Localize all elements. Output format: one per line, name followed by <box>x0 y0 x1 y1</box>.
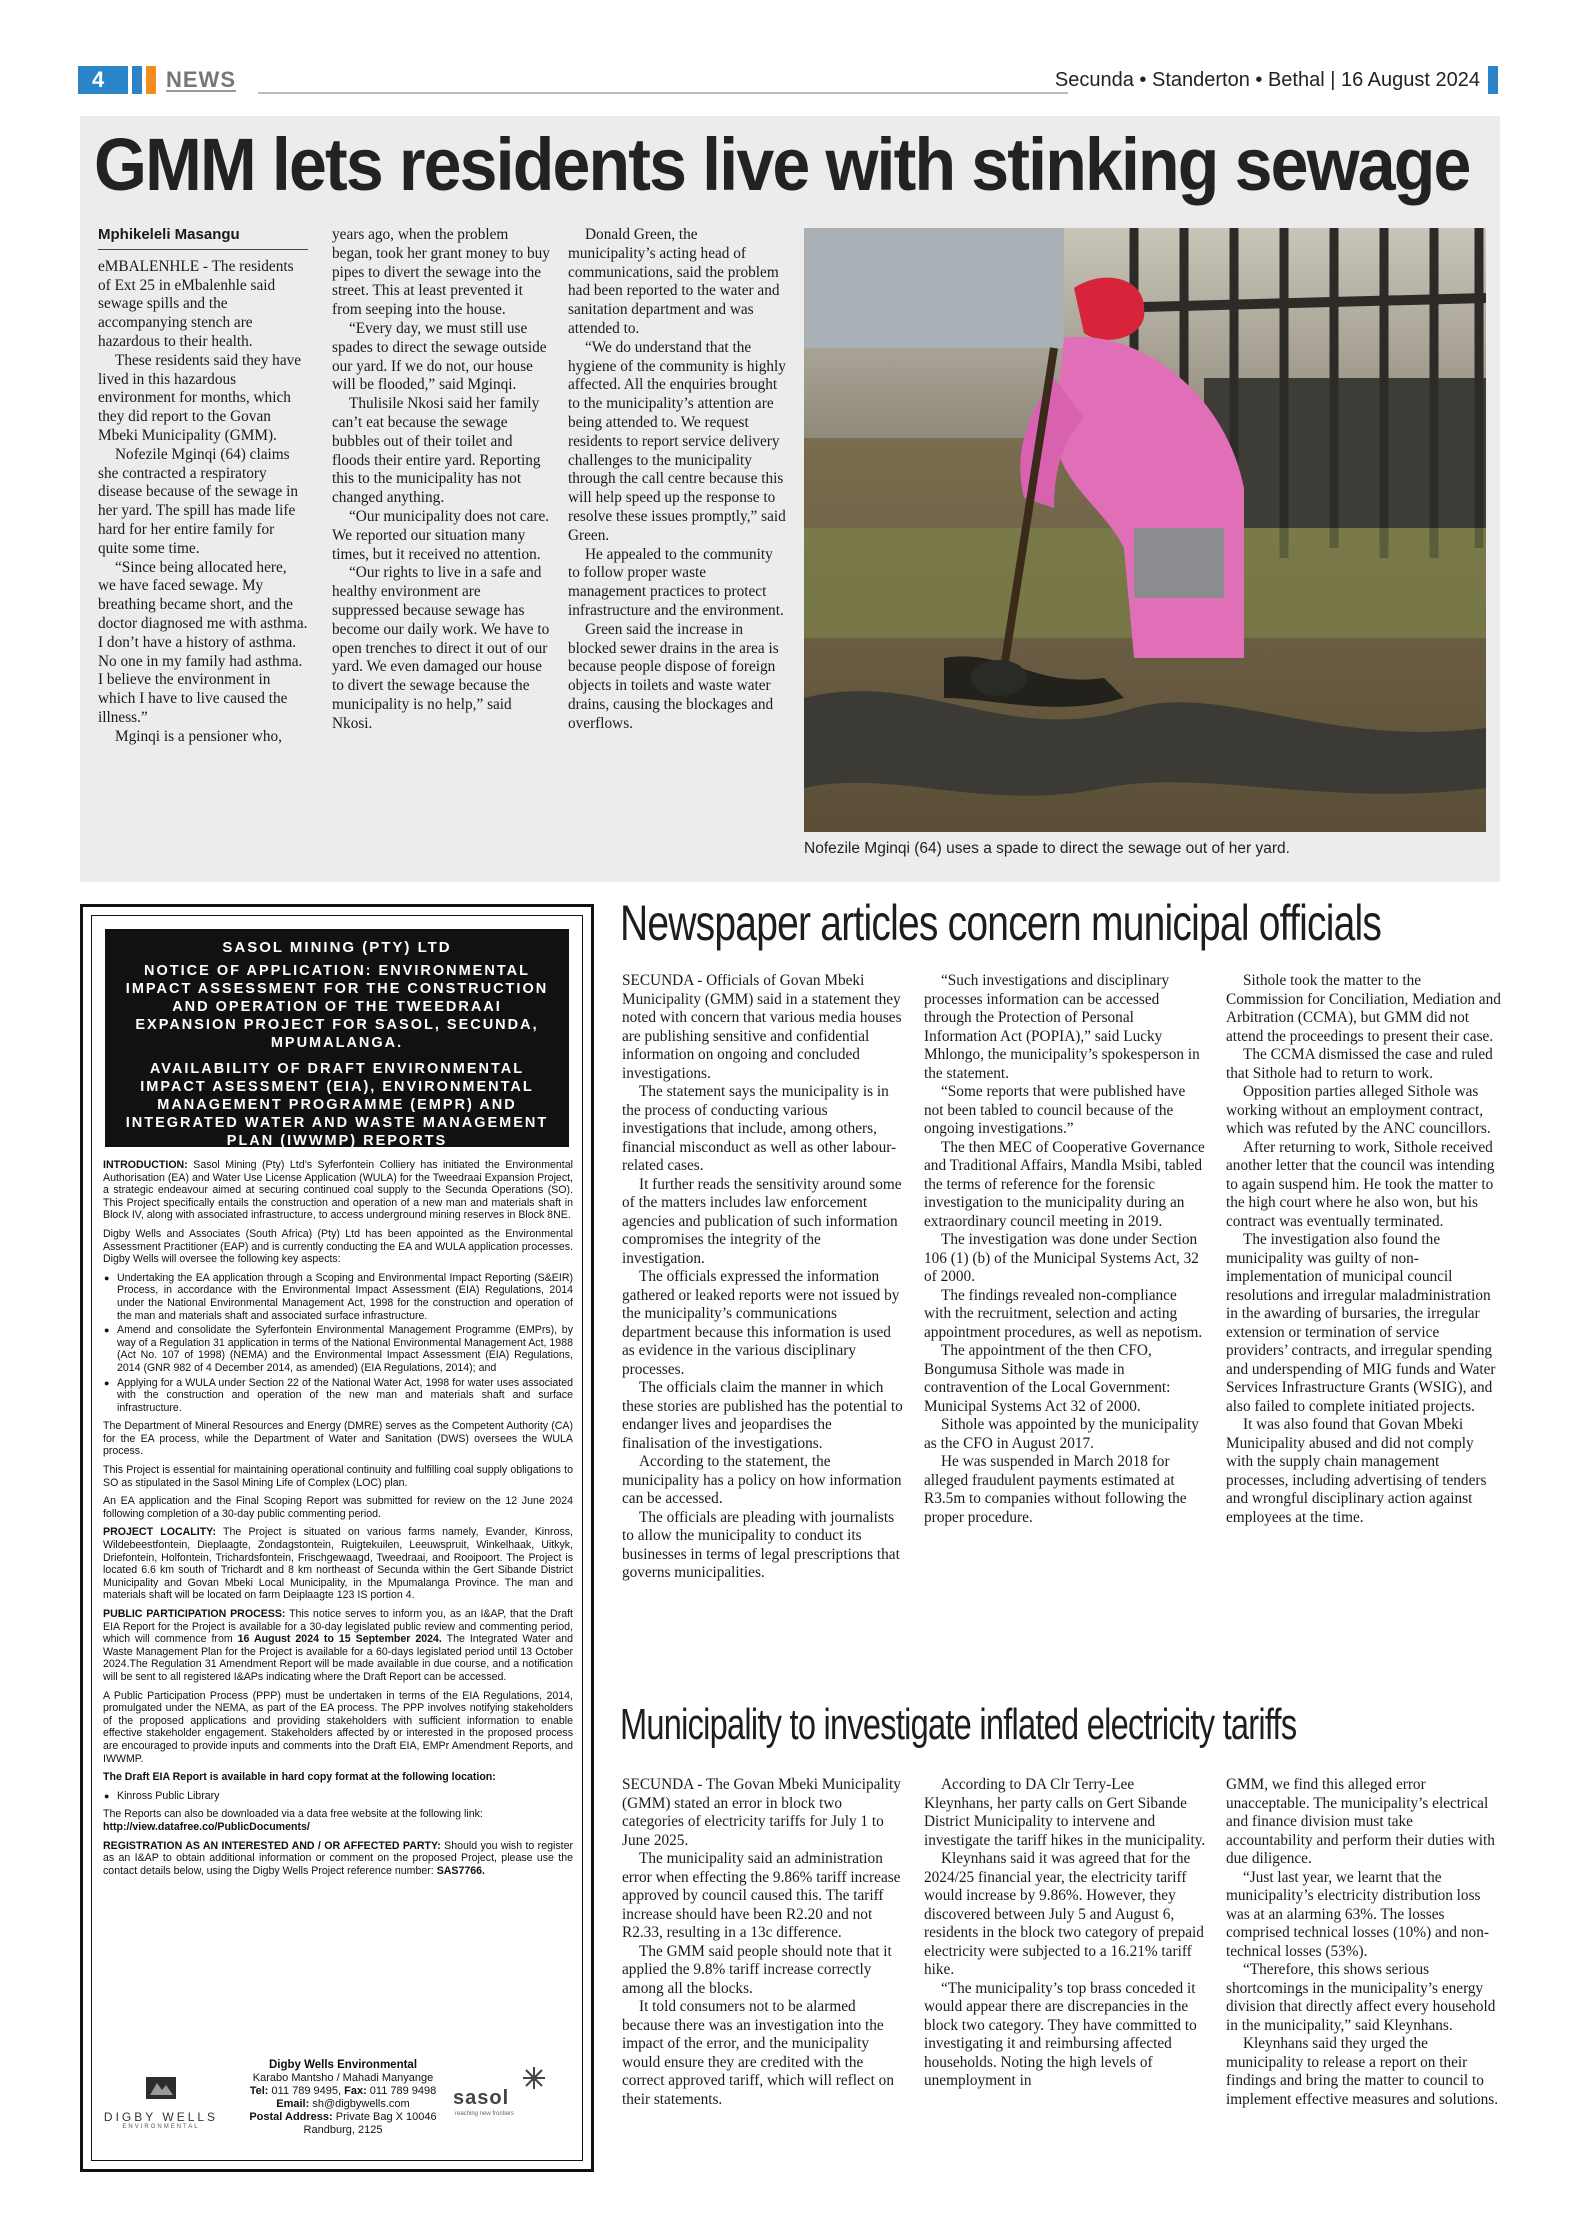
paragraph: Sithole took the matter to the Commission for Conciliation, Mediation and Arbitration (CCMA), but GMM did not attend the proceedings to present their case. <box>1226 972 1501 1045</box>
paragraph: The investigation was done under Section 106 (1) (b) of the Municipal Systems Act, 32 of 2000. <box>924 1231 1199 1285</box>
paragraph: “We do understand that the hygiene of the community is highly affected. All the enquiries brought to the municipality’s attention are being attended to. We request residents to report service delivery challenges to the municipality through the call centre because this will help speed up the response to resolve these issues promptly,” said Green. <box>568 338 786 544</box>
advert-bullet: ● Undertaking the EA application through a Scoping and Environmental Impact Reporting (S&EIR) Process, in accordance with the Environmental Impact Assessment (EIA) Regulations, 2014 under the National Environmental Management Act, 1998 for the construction and operation of the man and materials shaft and associated surface infrastructure. <box>103 1272 573 1322</box>
paragraph: “Our rights to live in a safe and healthy environment are suppressed because sewage has become our daily work. We have to open trenches to direct it out of our yard. We even damaged our house to divert the sewage because the municipality is no help,” said Nkosi. <box>332 564 550 732</box>
paragraph: years ago, when the problem began, took her grant money to buy pipes to divert the sewage into the street. This at least prevented it from seeping into the house. <box>332 226 550 319</box>
advert-paragraph: REGISTRATION AS AN INTERESTED AND / OR AFFECTED PARTY: Should you wish to register as an I&AP to obtain additional information or comment on the proposed Project, please use the contact details below, using the Digby Wells Project reference number: SAS7766. <box>103 1839 573 1877</box>
edition-date: Secunda • Standerton • Bethal | 16 August 2024 <box>1054 69 1480 91</box>
advert-contact <box>233 2059 453 2137</box>
story3-headline: Municipality to investigate inflated electricity tariffs <box>620 1700 1297 1749</box>
advert-heading-block <box>105 929 569 1147</box>
advert-library-list <box>103 1790 573 1803</box>
sasol-name: sasol <box>453 2087 510 2109</box>
paragraph: Sithole was appointed by the municipality as the CFO in August 2017. <box>924 1416 1199 1452</box>
paragraph: “Since being allocated here, we have faced sewage. My breathing became short, and the doctor diagnosed me with asthma. I don’t have a history of asthma. No one in my family had asthma. I believe the environment in which I have to live caused the illness.” <box>98 558 308 726</box>
advert-company: SASOL MINING (PTY) LTD <box>222 939 452 956</box>
paragraph: SECUNDA - Officials of Govan Mbeki Municipality (GMM) said in a statement they noted with concern that various media houses are publishing sensitive and confidential information on ongoing and concluded investigations. <box>622 972 902 1082</box>
paragraph: The CCMA dismissed the case and ruled that Sithole had to return to work. <box>1226 1046 1493 1082</box>
page-header <box>78 66 1498 94</box>
advert-paragraph: PROJECT LOCALITY: The Project is situated on various farms namely, Evander, Kinross, Wildebeestfontein, Dieplaagte, Zondagstontein, Ruigtekuilen, Leeuwspruit, Winkelhaak, Uitkyk, Driefontein, Holfontein, Trichardsfontein, Frischgewaagd, Tweedraai, and Rooipoort. The Project is located 6.6 km south of Trichardt and 8 km northeast of Secunda within the Gert Sibande District Municipality and Govan Mbeki Local Municipality, in the Mpumalanga Province. The man and materials shaft will be located on farm Deiplaagte 123 IS portion 4. <box>103 1526 573 1602</box>
sasol-star-icon <box>523 2067 545 2089</box>
advert-paragraph: Digby Wells and Associates (South Africa) (Pty) Ltd has been appointed as the Environmental Assessment Practitioner (EAP) and is currently conducting the EA and WULA application processes. Digby Wells will oversee the following key aspects: <box>103 1227 573 1266</box>
paragraph: It further reads the sensitivity around some of the matters includes law enforcement agencies and publication of such information compromises the integrity of the investigation. <box>622 1175 902 1267</box>
header-accent-blue <box>132 66 142 94</box>
paragraph: Donald Green, the municipality’s acting head of communications, said the problem had been reported to the water and sanitation department and was attended to. <box>568 226 780 337</box>
digby-wells-logo <box>101 2075 221 2130</box>
advert-paragraph: An EA application and the Final Scoping Report was submitted for review on the 12 June 2024 following completion of a 30-day public commenting period. <box>103 1495 573 1520</box>
paragraph: Opposition parties alleged Sithole was working without an employment contract, which was refuted by the ANC councillors. <box>1226 1083 1491 1137</box>
paragraph: “Such investigations and disciplinary processes information can be accessed through the Protection of Personal Information Act (POPIA),” said Lucky Mhlongo, the municipality’s spokesperson in the statement. <box>924 972 1200 1082</box>
sasol-notice-advert <box>80 904 594 2172</box>
sasol-tagline: reaching new frontiers <box>455 2111 515 2117</box>
advert-notice-title: NOTICE OF APPLICATION: ENVIRONMENTAL IMPACT ASSESSMENT FOR THE CONSTRUCTION AND OPERATION OF THE TWEEDRAAI EXPANSION PROJECT FOR SASOL, SECUNDA, MPUMALANGA. <box>125 963 549 1051</box>
paragraph: After returning to work, Sithole received another letter that the council was intending to again suspend him. He took the matter to the high court where he also won, but his contract was eventually terminated. <box>1226 1138 1495 1230</box>
advert-paragraph: The Reports can also be downloaded via a data free website at the following link: http://view.datafree.co/PublicDocuments/ <box>103 1808 483 1833</box>
advert-body <box>103 1159 573 1883</box>
story2-column-3 <box>1226 972 1502 1527</box>
paragraph: Green said the increase in blocked sewer drains in the area is because people dispose of foreign objects in toilets and waste water drains, causing the blockages and overflows. <box>568 620 779 732</box>
digby-wells-icon <box>144 2075 178 2101</box>
story2-column-1 <box>622 972 904 1583</box>
paragraph: eMBALENHLE - The residents of Ext 25 in eMbalenhle said sewage spills and the accompanying stench are hazardous to their health. <box>98 257 294 350</box>
advert-bullet: ● Kinross Public Library <box>103 1790 573 1803</box>
paragraph: SECUNDA - The Govan Mbeki Municipality (GMM) stated an error in block two categories of electricity tariffs for July 1 to June 2025. <box>622 1776 901 1849</box>
advert-bullet: ● Amend and consolidate the Syferfontein Environmental Management Programme (EMPrs), by way of a Regulation 31 application in terms of the National Environmental Management Act, 1988 (Act No. 107 of 1998) (NEMA) and the Environmental Impact Assessment (EIA) Regulations, 2014 (GNR 982 of 4 December 2014, as amended) (EIA Regulations, 2014); and <box>103 1324 573 1374</box>
photo-illustration <box>804 228 1486 832</box>
paragraph: The investigation also found the municipality was guilty of non-implementation of municipal council resolutions and irregular maladministration in the awarding of bursaries, the irregular extension or termination of service providers’ contracts, and irregular spending and underspending of MIG funds and Water Services Infrastructure Grants (WSIG), and also failed to complete initiated projects. <box>1226 1231 1496 1415</box>
paragraph: The GMM said people should note that it applied the 9.8% tariff increase correctly among all the blocks. <box>622 1942 892 1997</box>
advert-paragraph: The Draft EIA Report is available in hard copy format at the following location: <box>103 1771 496 1784</box>
paragraph: “Our municipality does not care. We reported our situation many times, but it received no attention. <box>332 507 550 563</box>
lead-headline: GMM lets residents live with stinking sewage <box>94 123 1470 206</box>
story2-headline: Newspaper articles concern municipal officials <box>620 895 1382 951</box>
page-number: 4 <box>78 66 128 94</box>
paragraph: “Therefore, this shows serious shortcomings in the municipality’s energy division that directly affect every household in the municipality,” said Kleynhans. <box>1226 1961 1496 2034</box>
lead-column-1 <box>98 226 308 747</box>
advert-bullet-list <box>103 1272 573 1415</box>
paragraph: “Some reports that were published have not been tabled to council because of the ongoing investigations.” <box>924 1083 1186 1137</box>
paragraph: These residents said they have lived in this hazardous environment for months, which they did report to the Govan Mbeki Municipality (GMM). <box>98 351 302 444</box>
lead-photo <box>804 228 1486 832</box>
contact-postal: Postal Address: Private Bag X 10046 <box>249 2111 437 2123</box>
lead-column-2 <box>332 226 550 734</box>
paragraph: GMM, we find this alleged error unacceptable. The municipality’s electrical and finance division must take accountability and perform their duties with due diligence. <box>1226 1776 1495 1867</box>
advert-bullet: ● Applying for a WULA under Section 22 of the National Water Act, 1998 for water uses associated with the construction and operation of the new man and materials shaft and surface infrastructure. <box>103 1377 573 1415</box>
advert-paragraph: A Public Participation Process (PPP) must be undertaken in terms of the EIA Regulations, 2014, promulgated under the NEMA, as part of the EA process. The PPP involves notifying stakeholders of the proposed applications and providing stakeholders with sufficient information to enable effective stakeholder engagement. Stakeholders affected by or interested in the proposed process are encouraged to provide inputs and comments into the Draft EIA, EMPr Amendment Reports, and IWWMP. <box>103 1689 573 1765</box>
paragraph: According to the statement, the municipality has a policy on how information can be accessed. <box>622 1453 902 1507</box>
paragraph: “The municipality’s top brass conceded it would appear there are discrepancies in the block two category. They have committed to investigating it and reimbursing affected households. Noting the high levels of unemployment in <box>924 1979 1197 2089</box>
paragraph: The statement says the municipality is in the process of conducting various investigations that include, among others, financial misconduct as well as other labour-related cases. <box>622 1083 897 1174</box>
story3-column-2 <box>924 1776 1206 2091</box>
lead-column-3 <box>568 226 788 734</box>
digby-wells-name: DIGBY WELLS <box>103 2110 219 2124</box>
paragraph: The officials expressed the information gathered or leaked reports were not issued by the municipality’s communications department because this information is used as evidence in the various disciplinary processes. <box>622 1268 900 1378</box>
header-rule <box>258 92 1068 94</box>
paragraph: The officials are pleading with journalists to allow the municipality to conduct its businesses in terms of legal prescriptions that governs municipalities. <box>622 1508 900 1581</box>
paragraph: “Every day, we must still use spades to direct the sewage outside our yard. If we do not, our house will be flooded,” said Mginqi. <box>332 319 547 394</box>
paragraph: The municipality said an administration error when effecting the 9.86% tariff increase approved by council caused this. The tariff increase should have been R2.20 and not R2.33, resulting in a 13c difference. <box>622 1850 901 1941</box>
byline: Mphikeleli Masangu <box>98 226 308 250</box>
photo-caption: Nofezile Mginqi (64) uses a spade to direct the sewage out of her yard. <box>804 840 1290 857</box>
digby-wells-sub: ENVIRONMENTAL <box>122 2124 200 2130</box>
header-accent-orange <box>146 66 156 94</box>
advert-paragraph: This Project is essential for maintaining operational continuity and fulfilling coal supply obligations to SO as stipulated in the Sasol Mining Life of Complex (LOC) plan. <box>103 1464 573 1489</box>
paragraph: It was also found that Govan Mbeki Municipality abused and did not comply with the supply chain management processes, including advertising of tenders and wrongful disciplinary action against employees at the time. <box>1226 1416 1487 1526</box>
lead-story <box>80 116 1500 882</box>
paragraph: The appointment of the then CFO, Bongumusa Sithole was made in contravention of the Local Government: Municipal Systems Act 32 of 2000. <box>924 1342 1171 1415</box>
contact-phone: Tel: 011 789 9495, Fax: 011 789 9498 <box>249 2085 437 2097</box>
contact-city: Randburg, 2125 <box>303 2124 383 2136</box>
paragraph: Kleynhans said they urged the municipality to release a report on their findings and bring the matter to council to implement effective measures and solutions. <box>1226 2035 1499 2108</box>
contact-company: Digby Wells Environmental <box>268 2059 418 2071</box>
advert-paragraph: The Department of Mineral Resources and Energy (DMRE) serves as the Competent Authority (CA) for the EA process, while the Department of Water and Sanitation (DWS) oversees the WULA process. <box>103 1420 573 1458</box>
paragraph: Mginqi is a pensioner who, <box>115 727 282 745</box>
story3-column-3 <box>1226 1776 1502 2109</box>
download-link[interactable]: http://view.datafree.co/PublicDocuments/ <box>103 1820 310 1833</box>
advert-paragraph: INTRODUCTION: Sasol Mining (Pty) Ltd’s Syferfontein Colliery has initiated the Environmental Authorisation (EA) and Water Use License Application (WULA) for the Tweedraai Expansion Project, a strategic endeavour aimed at securing continued coal supply to the Secunda Operations (SO). This Project specifically entails the construction and operation of a new man and materials shaft in Block IV, along with associated infrastructure, to access underground mining reserves in Block 8NE. <box>103 1159 573 1222</box>
header-accent-right <box>1488 66 1498 94</box>
paragraph: The then MEC of Cooperative Governance and Traditional Affairs, Mandla Msibi, tabled the terms of reference for the forensic investigation to the municipality during an extraordinary council meeting in 2019. <box>924 1138 1205 1230</box>
paragraph: Kleynhans said it was agreed that for the 2024/25 financial year, the electricity tariff would increase by 9.86%. However, they discovered between July 5 and August 6, residents in the block two category of prepaid electricity were subjected to a 16.21% tariff hike. <box>924 1850 1204 1978</box>
section-label: NEWS <box>166 67 236 92</box>
paragraph: According to DA Clr Terry-Lee Kleynhans, her party calls on Gert Sibande District Municipality to intervene and investigate the tariff hikes in the municipality. <box>924 1776 1206 1849</box>
contact-people: Karabo Mantsho / Mahadi Manyange <box>252 2072 434 2084</box>
paragraph: “Just last year, we learnt that the municipality’s electricity distribution loss was at an alarming 63%. The losses comprised technical losses (10%) and non-technical losses (53%). <box>1226 1868 1489 1960</box>
paragraph: The officials claim the manner in which these stories are published has the potential to endanger lives and jeopardises the finalisation of the investigations. <box>622 1379 903 1452</box>
paragraph: Nofezile Mginqi (64) claims she contracted a respiratory disease because of the sewage in her yard. The spill has made life hard for her entire family for quite some time. <box>98 445 299 557</box>
advert-availability-title: AVAILABILITY OF DRAFT ENVIRONMENTAL IMPACT ASESSMENT (EIA), ENVIRONMENTAL MANAGEMENT PROGRAMME (EMPR) AND INTEGRATED WATER AND WASTE MANAGEMENT PLAN (IWWMP) REPORTS <box>125 1061 549 1149</box>
paragraph: It told consumers not to be alarmed because there was an investigation into the impact of the error, and the municipality would ensure they are credited with the correct approved tariff, which will reflect on their statements. <box>622 1998 894 2108</box>
paragraph: He appealed to the community to follow proper waste management practices to protect infrastructure and the environment. <box>568 545 784 619</box>
story3-column-1 <box>622 1776 904 2109</box>
contact-email: Email: sh@digbywells.com <box>276 2098 410 2110</box>
paragraph: Thulisile Nkosi said her family can’t eat because the sewage bubbles out of their toilet and floods their entire yard. Reporting this to the municipality has not changed anything. <box>332 395 541 507</box>
paragraph: He was suspended in March 2018 for alleged fraudulent payments estimated at R3.5m to companies without following the proper procedure. <box>924 1453 1187 1526</box>
paragraph: The findings revealed non-compliance with the recruitment, selection and acting appointment procedures, as well as nepotism. <box>924 1286 1203 1341</box>
story2-column-2 <box>924 972 1206 1527</box>
advert-paragraph: PUBLIC PARTICIPATION PROCESS: This notice serves to inform you, as an I&AP, that the Draft EIA Report for the Project is available for a 30-day legislated public review and commenting period, which will commence from 16 August 2024 to 15 September 2024. The Integrated Water and Waste Management Plan for the Project is available for a 60-days legislated period until 13 October 2024.The Regulation 31 Amendment Report will be made available in due course, and a notification will be sent to all registered I&APs indicating where the Draft Report can be accessed. <box>103 1608 573 1683</box>
